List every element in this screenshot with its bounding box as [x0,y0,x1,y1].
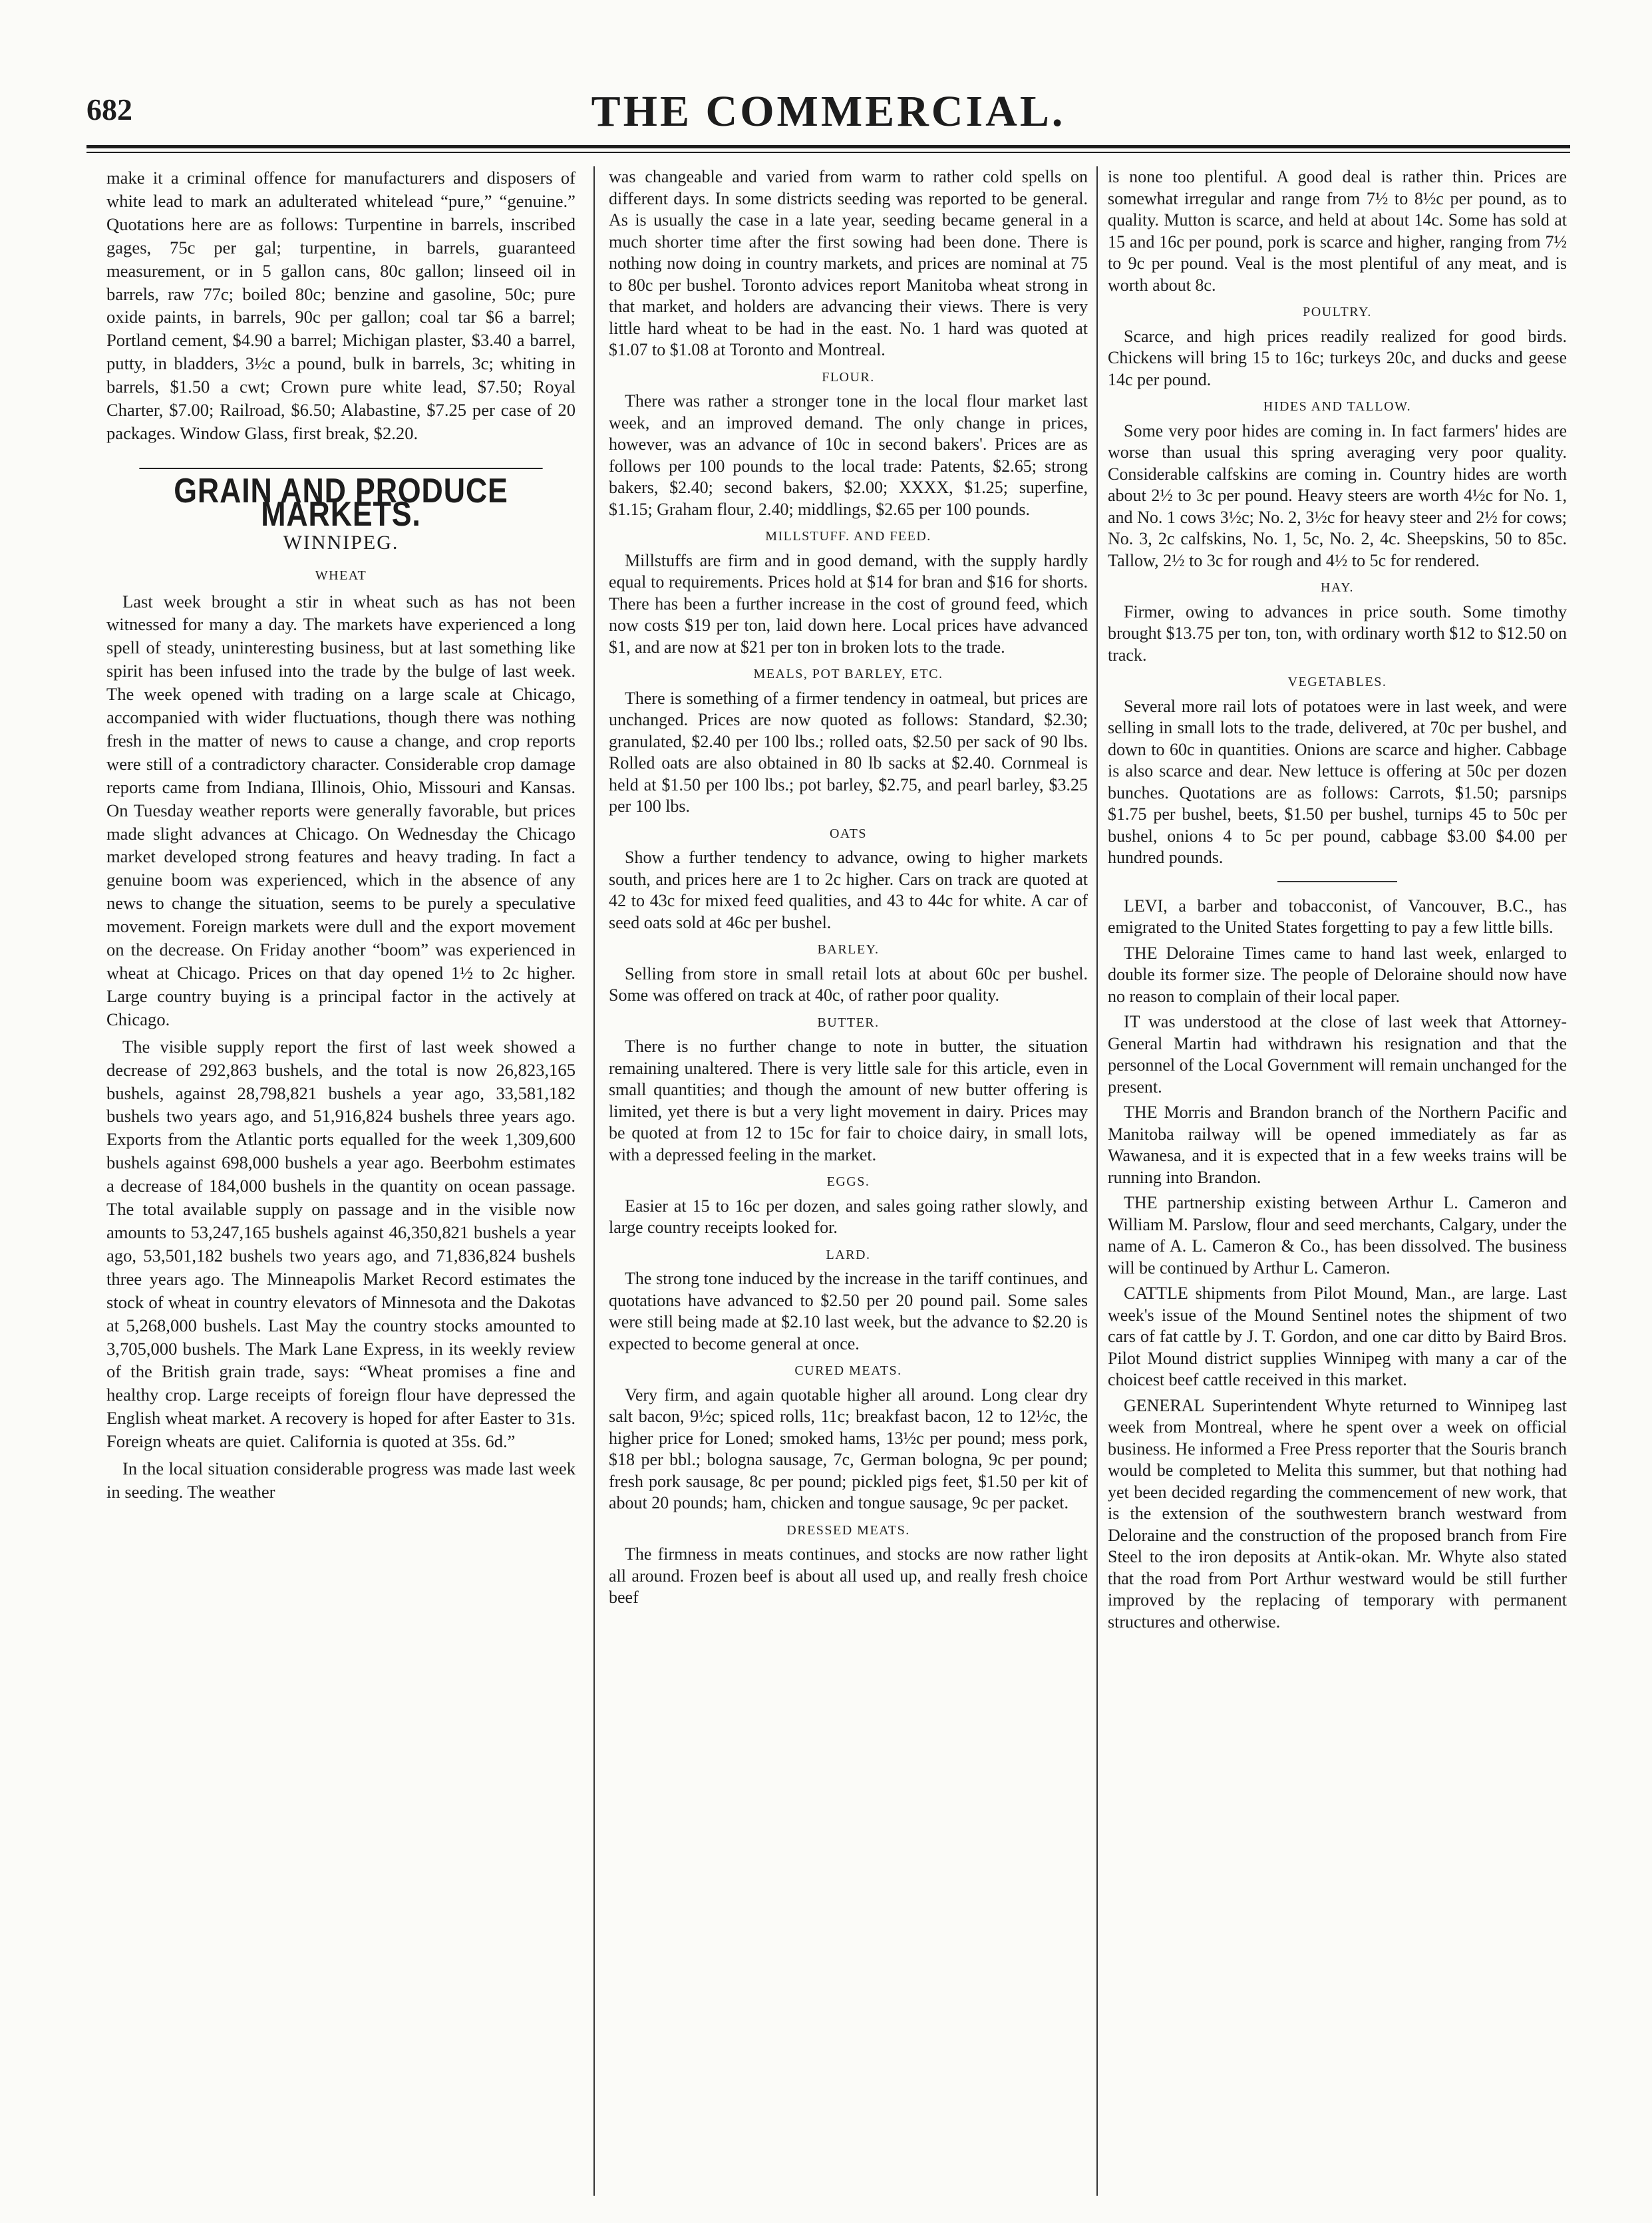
paragraph: Last week brought a stir in wheat such as has not been witnessed for many a day. The markets have experienced a long spell of steady, uninteresting business, but at last something like spirit has been infused into the trade by the bulge of last week. The week opened with trading on a large scale at Chicago, accompanied with wider fluctuations, though there was nothing fresh in the matter of news to cause a change, and crop reports were still of a contradictory character. Considerable crop damage reports came from Indiana, Illinois, Ohio, Missouri and Kansas. On Tuesday weather reports were generally favorable, but prices made slight advances at Chicago. On Wednesday the Chicago market developed strong features and heavy trading. In fact a genuine boom was experienced, which in the absence of any news to change the situation, seems to be purely a speculative movement. Foreign markets were dull and the export movement on the decrease. On Friday another “boom” was experienced in wheat at Chicago. Prices on that day opened 1½ to 2c higher. Large country buying is a principal factor in the actively at Chicago. [106,591,576,1029]
paragraph: Millstuffs are firm and in good demand, with the supply hardly equal to requirements. Prices hold at $14 for bran and $16 for shorts. There has been a further increase in the cost of ground feed, which now costs $19 per ton, laid down here. Local prices have advanced $1, and are now at $21 per ton in broken lots to the trade. [609,550,1088,657]
paragraph: is none too plentiful. A good deal is rather thin. Prices are somewhat irregular and range from 7½ to 8½c per pound, as to quality. Mutton is scarce, and held at about 14c. Some has sold at 15 and 16c per pound, pork is scarce and higher, ranging from 7½ to 9c per pound. Veal is the most plentiful of any meat, and is worth about 8c. [1108,167,1567,295]
paragraph: Very firm, and again quotable higher all around. Long clear dry salt bacon, 9½c; spiced rolls, 11c; breakfast bacon, 12 to 12½c, the higher price for Loned; smoked hams, 13½c per pound; mess pork, $18 per bbl.; bologna sausage, 7c, German bologna, 9c per pound; fresh pork sausage, 8c per pound; pickled pigs feet, $1.50 per kit of about 20 pounds; ham, chicken and tongue sausage, 9c per packet. [609,1385,1088,1512]
subhead-barley: BARLEY. [817,942,880,957]
paragraph: In the local situation considerable progress was made last week in seeding. The weather [106,1458,576,1502]
news-item: THE partnership existing between Arthur L. Cameron and William M. Parslow, flour and seed merchants, Calgary, under the name of A. L. Cameron & Co., has been dissolved. The business will be continued by Arthur L. Cameron. [1108,1193,1567,1278]
column-divider [1096,166,1098,2196]
paragraph: Several more rail lots of potatoes were in last week, and were selling in small lots to the trade, delivered, at 70c per bushel, and down to 60c in quantities. Onions are scarce and higher. Cabbage is also scarce and dear. New lettuce is offering at 50c per dozen bunches. Quotations are as follows: Carrots, $1.50; parsnips $1.75 per bushel, beets, $1.50 per bushel, turnips 45 to 50c per bushel, onions 4 to 5c per pound, cabbage $3.00 $4.00 per hundred pounds. [1108,696,1567,867]
paragraph: Selling from store in small retail lots at about 60c per bushel. Some was offered on track at 40c, of rather poor quality. [609,963,1088,1005]
column-divider [593,166,595,2196]
subhead-wheat: WHEAT [315,568,367,583]
paragraph: Firmer, owing to advances in price south. Some timothy brought $13.75 per ton, ton, with ordinary worth $12 to $12.50 on track. [1108,601,1567,665]
news-item: THE Deloraine Times came to hand last week, enlarged to double its former size. The people of Deloraine should now have no reason to complain of their local paper. [1108,943,1567,1006]
subhead-oats: OATS [829,826,867,841]
paragraph: The visible supply report the first of last week showed a decrease of 292,863 bushels, and the total is now 26,823,165 bushels, against 28,798,821 bushels a year ago, 33,581,182 bushels two years ago, and 51,916,824 bushels three years ago. Exports from the Atlantic ports equalled for the week 1,309,600 bushels against 698,000 bushels a year ago. Beerbohm estimates a decrease of 184,000 bushels in the quantity on ocean passage. The total available supply on passage and in the visible now amounts to 53,247,165 bushels against 46,350,821 bushels a year ago, 53,501,182 bushels two years ago, and 71,836,824 bushels three years ago. The Minneapolis Market Record estimates the stock of wheat in country elevators of Minnesota and the Dakotas at 5,268,000 bushels. Last May the country stocks amounted to 3,705,000 bushels. The Mark Lane Express, in its weekly review of the British grain trade, says: “Wheat promises a fine and healthy crop. Large receipts of foreign flour have depressed the English wheat market. A recovery is hoped for after Easter to 31s. Foreign wheats are quiet. California is quoted at 35s. 6d.” [106,1036,576,1452]
news-item: LEVI, a barber and tobacconist, of Vancouver, B.C., has emigrated to the United States forgetting to pay a few little bills. [1108,896,1567,937]
news-item: GENERAL Superintendent Whyte returned to Winnipeg last week from Montreal, where he spent over a week on official business. He informed a Free Press reporter that the Souris branch would be completed to Melita this summer, but that nothing had yet been decided regarding the commencement of new work, that is the extension of the southwestern branch westward from Deloraine and the construction of the proposed branch from Fire Steel to the iron deposits at Antik-okan. Mr. Whyte also stated that the road from Port Arthur westward would be still further improved by the replacing of temporary with permanent structures and otherwise. [1108,1395,1567,1631]
paragraph: There is no further change to note in butter, the situation remaining unaltered. There is very little sale for this article, even in small quantities; and though the amount of new butter offering is limited, yet there is but a very light movement in dairy. Prices may be quoted at from 12 to 15c for fair to choice dairy, in small lots, with a depressed feeling in the market. [609,1037,1088,1164]
paragraph: The strong tone induced by the increase in the tariff continues, and quotations have advanced to $2.50 per 20 pound pail. Some sales were still being made at $2.10 last week, but the advance to $2.20 is expected to become general at once. [609,1269,1088,1353]
news-item: IT was understood at the close of last week that Attorney-General Martin had withdrawn his resignation and that the personnel of the Local Government will remain unchanged for the present. [1108,1012,1567,1097]
subhead-dressed-meats: DRESSED MEATS. [786,1522,910,1538]
subhead-lard: LARD. [826,1247,871,1262]
paragraph: There was rather a stronger tone in the local flour market last week, and an improved demand. The only change in prices, however, was an advance of 10c in second bakers'. Prices are as follows per 100 pounds to the local trade: Patents, $2.65; strong bakers, $2.40; second bakers, $2.00; XXXX, $1.25; superfine, $1.15; Graham flour, 2.40; middlings, $2.65 per 100 pounds. [609,391,1088,519]
subhead-cured-meats: CURED MEATS. [794,1363,902,1378]
city-heading: WINNIPEG. [283,531,399,554]
column-3 [1108,166,1567,1637]
separator-rule [1277,881,1397,882]
news-item: THE Morris and Brandon branch of the Northern Pacific and Manitoba railway will be opened immediately as far as Wawanesa, and it is expected that in a few weeks trains will be running into Brandon. [1108,1103,1567,1187]
column-1 [106,166,576,1508]
paragraph: There is something of a firmer tendency in oatmeal, but prices are unchanged. Prices are now quoted as follows: Standard, $2.30; granulated, $2.40 per 100 lbs.; rolled oats, $2.50 per sack of 90 lbs. Rolled oats are also obtained in 80 lb sacks at $2.40. Cornmeal is held at $1.50 per 100 lbs.; pot barley, $2.75, and pearl barley, $3.25 per 100 lbs. [609,688,1088,816]
paragraph: The firmness in meats continues, and stocks are now rather light all around. Frozen beef is about all used up, and really fresh choice beef [609,1544,1088,1607]
paragraph: make it a criminal offence for manufacturers and disposers of white lead to mark an adulterated whitelead “pure,” “genuine.” Quotations here are as follows: Turpentine in barrels, inscribed gages, 75c per gal; turpentine, in barrels, guaranteed measurement, or in 5 gallon cans, 80c gallon; linseed oil in barrels, raw 77c; boiled 80c; benzine and gasoline, 50c; pure oxide paints, in barrels, 90c per gallon; coal tar $6 a barrel; Portland cement, $4.90 a barrel; Michigan plaster, $3.40 a barrel, putty, in bladders, 3½c a pound, bulk in barrels, 3c; whiting in barrels, $1.50 a cwt; Crown pure white lead, $7.50; Royal Charter, $7.00; Railroad, $6.50; Alabastine, $7.25 per case of 20 packages. Window Glass, first break, $2.20. [106,168,576,443]
masthead: THE COMMERCIAL. [591,87,1066,136]
column-2 [609,166,1088,1613]
subhead-eggs: EGGS. [826,1174,870,1189]
subhead-hay: HAY. [1321,580,1354,595]
page-number: 682 [86,92,132,126]
subhead-butter: BUTTER. [817,1015,880,1030]
news-item: CATTLE shipments from Pilot Mound, Man., are large. Last week's issue of the Mound Sentinel notes the shipment of two cars of fat cattle by J. T. Gordon, and one car ditto by Baird Bros. Pilot Mound district supplies Winnipeg with many a car of the choicest beef cattle received in this market. [1108,1283,1567,1389]
paragraph: Scarce, and high prices readily realized for good birds. Chickens will bring 15 to 16c; turkeys 20c, and ducks and geese 14c per pound. [1108,326,1567,389]
page-header [86,85,1570,138]
subhead-millstuff: MILLSTUFF. AND FEED. [765,529,931,544]
paragraph: was changeable and varied from warm to rather cold spells on different days. In some districts seeding was reported to be general. As is usually the case in a late year, seeding became general in a much shorter time after the first sowing had been done. There is nothing now doing in country markets, and prices are nominal at 75 to 80c per bushel. Toronto advices report Manitoba wheat strong in that market, and holders are advancing their views. There is very little hard wheat to be had in the east. No. 1 hard was quoted at $1.07 to $1.08 at Toronto and Montreal. [609,167,1088,359]
subhead-poultry: POULTRY. [1303,305,1372,319]
paragraph: Some very poor hides are coming in. In fact farmers' hides are worse than usual this spring averaging very poor quality. Considerable calfskins are coming in. Country hides are worth about 2½ to 3c per pound. Heavy steers are worth 4½c for No. 1, and No. 1 cows 3½c; No. 2, 3½c for heavy steer and 2½ for cows; No. 3, 2c calfskins, No. 1, 5c, No. 2, 4c. Sheepskins, 50 to 85c. Tallow, 2½ to 3c for rough and 4½ to 5c for rendered. [1108,421,1567,570]
paragraph: Easier at 15 to 16c per dozen, and sales going rather slowly, and large country receipts looked for. [609,1196,1088,1237]
header-rule-thin [86,152,1570,153]
paragraph: Show a further tendency to advance, owing to higher markets south, and prices here are 1 to 2c higher. Cars on track are quoted at 42 to 43c for mixed feed qualities, and 43 to 44c for white. A car of seed oats sold at 46c per bushel. [609,848,1088,932]
subhead-hides: HIDES AND TALLOW. [1263,399,1412,414]
header-rule [86,145,1570,148]
subhead-vegetables: VEGETABLES. [1287,675,1387,689]
subhead-flour: FLOUR. [822,369,875,385]
subhead-meals: MEALS, POT BARLEY, ETC. [753,667,943,681]
section-title: GRAIN AND PRODUCE MARKETS. [139,468,542,526]
